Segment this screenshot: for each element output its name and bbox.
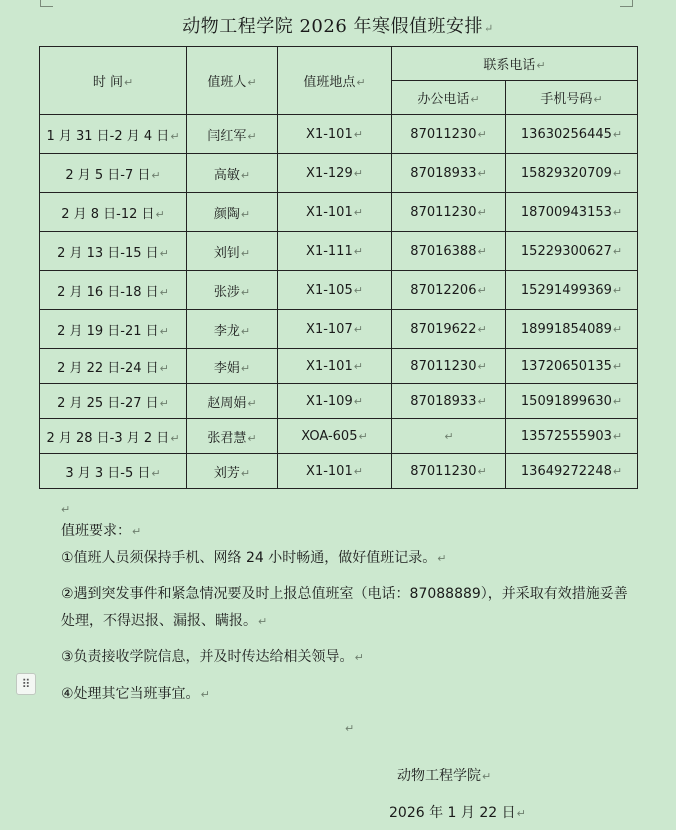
drag-handle-icon: ⠿ [21,677,31,691]
cell-time[interactable]: 2 月 28 日-3 月 2 日↵ [40,419,187,454]
header-time[interactable]: 时 间↵ [40,47,187,115]
cell-person[interactable]: 刘钊↵ [187,232,278,271]
cell-office-phone[interactable]: 87011230↵ [392,349,506,384]
table-row [40,271,638,310]
page-corner-mark [620,0,633,7]
cell-office-phone[interactable]: 87011230↵ [392,193,506,232]
requirements-section[interactable] [61,500,631,708]
requirement-item-3[interactable]: ③负责接收学院信息，并及时传达给相关领导。↵ [61,649,364,666]
cell-time[interactable]: 2 月 5 日-7 日↵ [40,154,187,193]
cell-office-phone[interactable]: 87011230↵ [392,115,506,154]
cell-office-phone[interactable]: 87019622↵ [392,310,506,349]
header-location[interactable]: 值班地点↵ [278,47,392,115]
table-row [40,419,638,454]
requirement-item-2[interactable]: ②遇到突发事件和紧急情况要及时上报总值班室（电话：87088889），并采取有效措施妥善处理，不得迟报、漏报、瞒报。↵ [61,586,628,629]
cell-office-phone[interactable]: 87012206↵ [392,271,506,310]
requirement-item-1[interactable]: ①值班人员须保持手机、网络 24 小时畅通，做好值班记录。↵ [61,549,447,566]
cell-time[interactable]: 2 月 8 日-12 日↵ [40,193,187,232]
table-row [40,349,638,384]
cell-mobile[interactable]: 13572555903↵ [506,419,638,454]
signature-date[interactable]: 2026 年 1 月 22 日↵ [389,805,526,821]
table-row [40,193,638,232]
cell-time[interactable]: 2 月 13 日-15 日↵ [40,232,187,271]
paragraph-drag-handle[interactable] [16,673,36,695]
header-contact[interactable]: 联系电话↵ [392,47,638,81]
empty-paragraph: ↵ [345,722,355,735]
empty-paragraph: ↵ [61,503,71,516]
cell-time[interactable]: 2 月 19 日-21 日↵ [40,310,187,349]
cell-mobile[interactable]: 15291499369↵ [506,271,638,310]
header-person[interactable]: 值班人↵ [187,47,278,115]
cell-time[interactable]: 3 月 3 日-5 日↵ [40,454,187,489]
cell-person[interactable]: 赵周娟↵ [187,384,278,419]
cell-location[interactable]: X1-101↵ [278,115,392,154]
cell-location[interactable]: X1-129↵ [278,154,392,193]
requirement-item-4[interactable]: ④处理其它当班事宜。↵ [61,685,210,702]
table-row [40,154,638,193]
table-row [40,232,638,271]
cell-location[interactable]: XOA-605↵ [278,419,392,454]
cell-time[interactable]: 2 月 25 日-27 日↵ [40,384,187,419]
cell-office-phone[interactable]: 87018933↵ [392,384,506,419]
cell-person[interactable]: 张君慧↵ [187,419,278,454]
header-mobile[interactable]: 手机号码↵ [506,81,638,115]
duty-schedule-table[interactable] [39,46,638,489]
cell-mobile[interactable]: 13649272248↵ [506,454,638,489]
cell-location[interactable]: X1-101↵ [278,193,392,232]
table-body [40,115,638,489]
cell-person[interactable]: 颜陶↵ [187,193,278,232]
cell-location[interactable]: X1-109↵ [278,384,392,419]
document-title[interactable] [0,12,676,38]
header-office-phone[interactable]: 办公电话↵ [392,81,506,115]
cell-office-phone[interactable]: ↵ [392,419,506,454]
cell-time[interactable]: 2 月 22 日-24 日↵ [40,349,187,384]
cell-location[interactable]: X1-107↵ [278,310,392,349]
cell-time[interactable]: 2 月 16 日-18 日↵ [40,271,187,310]
cell-mobile[interactable]: 18991854089↵ [506,310,638,349]
paragraph-mark: ↵ [484,22,494,35]
table-row [40,115,638,154]
cell-mobile[interactable]: 15229300627↵ [506,232,638,271]
cell-location[interactable]: X1-111↵ [278,232,392,271]
cell-location[interactable]: X1-101↵ [278,349,392,384]
cell-location[interactable]: X1-105↵ [278,271,392,310]
table-row [40,454,638,489]
signature-org[interactable]: 动物工程学院↵ [397,768,492,784]
cell-office-phone[interactable]: 87018933↵ [392,154,506,193]
cell-person[interactable]: 高敏↵ [187,154,278,193]
cell-office-phone[interactable]: 87011230↵ [392,454,506,489]
table-row [40,384,638,419]
cell-time[interactable]: 1 月 31 日-2 月 4 日↵ [40,115,187,154]
cell-mobile[interactable]: 13630256445↵ [506,115,638,154]
cell-mobile[interactable]: 18700943153↵ [506,193,638,232]
cell-person[interactable]: 刘芳↵ [187,454,278,489]
cell-office-phone[interactable]: 87016388↵ [392,232,506,271]
cell-person[interactable]: 闫红军↵ [187,115,278,154]
cell-mobile[interactable]: 15829320709↵ [506,154,638,193]
table-row [40,310,638,349]
cell-mobile[interactable]: 15091899630↵ [506,384,638,419]
cell-person[interactable]: 李龙↵ [187,310,278,349]
cell-location[interactable]: X1-101↵ [278,454,392,489]
requirements-heading[interactable]: 值班要求：↵ [61,523,142,539]
cell-person[interactable]: 张涉↵ [187,271,278,310]
cell-person[interactable]: 李娟↵ [187,349,278,384]
cell-mobile[interactable]: 13720650135↵ [506,349,638,384]
page-corner-mark [40,0,53,7]
title-text: 动物工程学院 2026 年寒假值班安排 [182,16,484,37]
